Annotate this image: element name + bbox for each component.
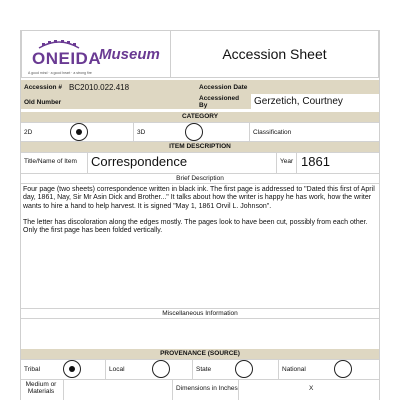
category-section-header: CATEGORY — [21, 112, 379, 122]
misc-information-label: Miscellaneous Information — [162, 310, 238, 317]
accession-date-label: Accession Date — [199, 84, 248, 91]
provenance-state-radio[interactable] — [235, 360, 253, 378]
provenance-local-radio[interactable] — [152, 360, 170, 378]
accessioned-by-value[interactable]: Gerzetich, Courtney — [254, 96, 343, 107]
provenance-state-label: State — [196, 366, 212, 373]
dimensions-separator: X — [309, 385, 314, 392]
provenance-tribal-label: Tribal — [24, 366, 41, 373]
brief-description-label: Brief Description — [176, 175, 224, 182]
museum-label: Museum — [99, 46, 160, 63]
logo-tagline: A good mind · a good heart · a strong fire — [28, 71, 92, 75]
accession-number-value[interactable]: BC2010.022.418 — [69, 83, 130, 92]
category-2d-label: 2D — [24, 129, 33, 136]
old-number-label: Old Number — [24, 99, 62, 106]
brief-description-textarea[interactable] — [23, 186, 377, 306]
provenance-local-label: Local — [109, 366, 125, 373]
year-value[interactable]: 1861 — [301, 154, 330, 169]
category-2d-radio[interactable] — [70, 123, 88, 141]
item-description-section-header: ITEM DESCRIPTION — [21, 142, 379, 152]
provenance-section-header: PROVENANCE (SOURCE) — [21, 349, 379, 359]
classification-label: Classification — [253, 129, 292, 136]
medium-materials-field[interactable] — [64, 380, 172, 400]
year-label: Year — [280, 158, 294, 165]
logo-box — [21, 30, 102, 78]
title-box — [170, 30, 379, 78]
provenance-national-radio[interactable] — [334, 360, 352, 378]
medium-materials-label: Medium or Materials — [25, 381, 57, 395]
accession-number-label: Accession # — [24, 84, 62, 91]
accessioned-by-label: Accessioned By — [199, 95, 240, 109]
category-3d-radio[interactable] — [185, 123, 203, 141]
dimensions-label: Dimensions in Inches — [176, 385, 238, 392]
logo-wordmark: ONEIDA — [32, 49, 102, 68]
museum-box — [95, 30, 170, 78]
brief-description-paragraph-1: Four page (two sheets) correspondence written in black ink. The first page is addressed to "Dated this first of April day, 1861, Nay, Sir Mr Asin Dick and Brother..." It talks about how the writer is happy he has work, how the writer wants to hire a hand to help harvest. It is signed "May 1, 1861 Orvil L. Johnson". — [23, 186, 375, 210]
provenance-tribal-radio[interactable] — [63, 360, 81, 378]
page-title: Accession Sheet — [222, 46, 327, 62]
item-title-value[interactable]: Correspondence — [91, 154, 188, 169]
brief-description-paragraph-2: The letter has discoloration along the edges mostly. The pages look to have been cut, possibly from each other. Only the first page has been folded vertically. — [23, 218, 368, 235]
provenance-national-label: National — [282, 366, 306, 373]
category-3d-label: 3D — [137, 129, 146, 136]
item-title-label: Title/Name of Item — [24, 158, 77, 165]
accession-sheet — [20, 30, 380, 400]
